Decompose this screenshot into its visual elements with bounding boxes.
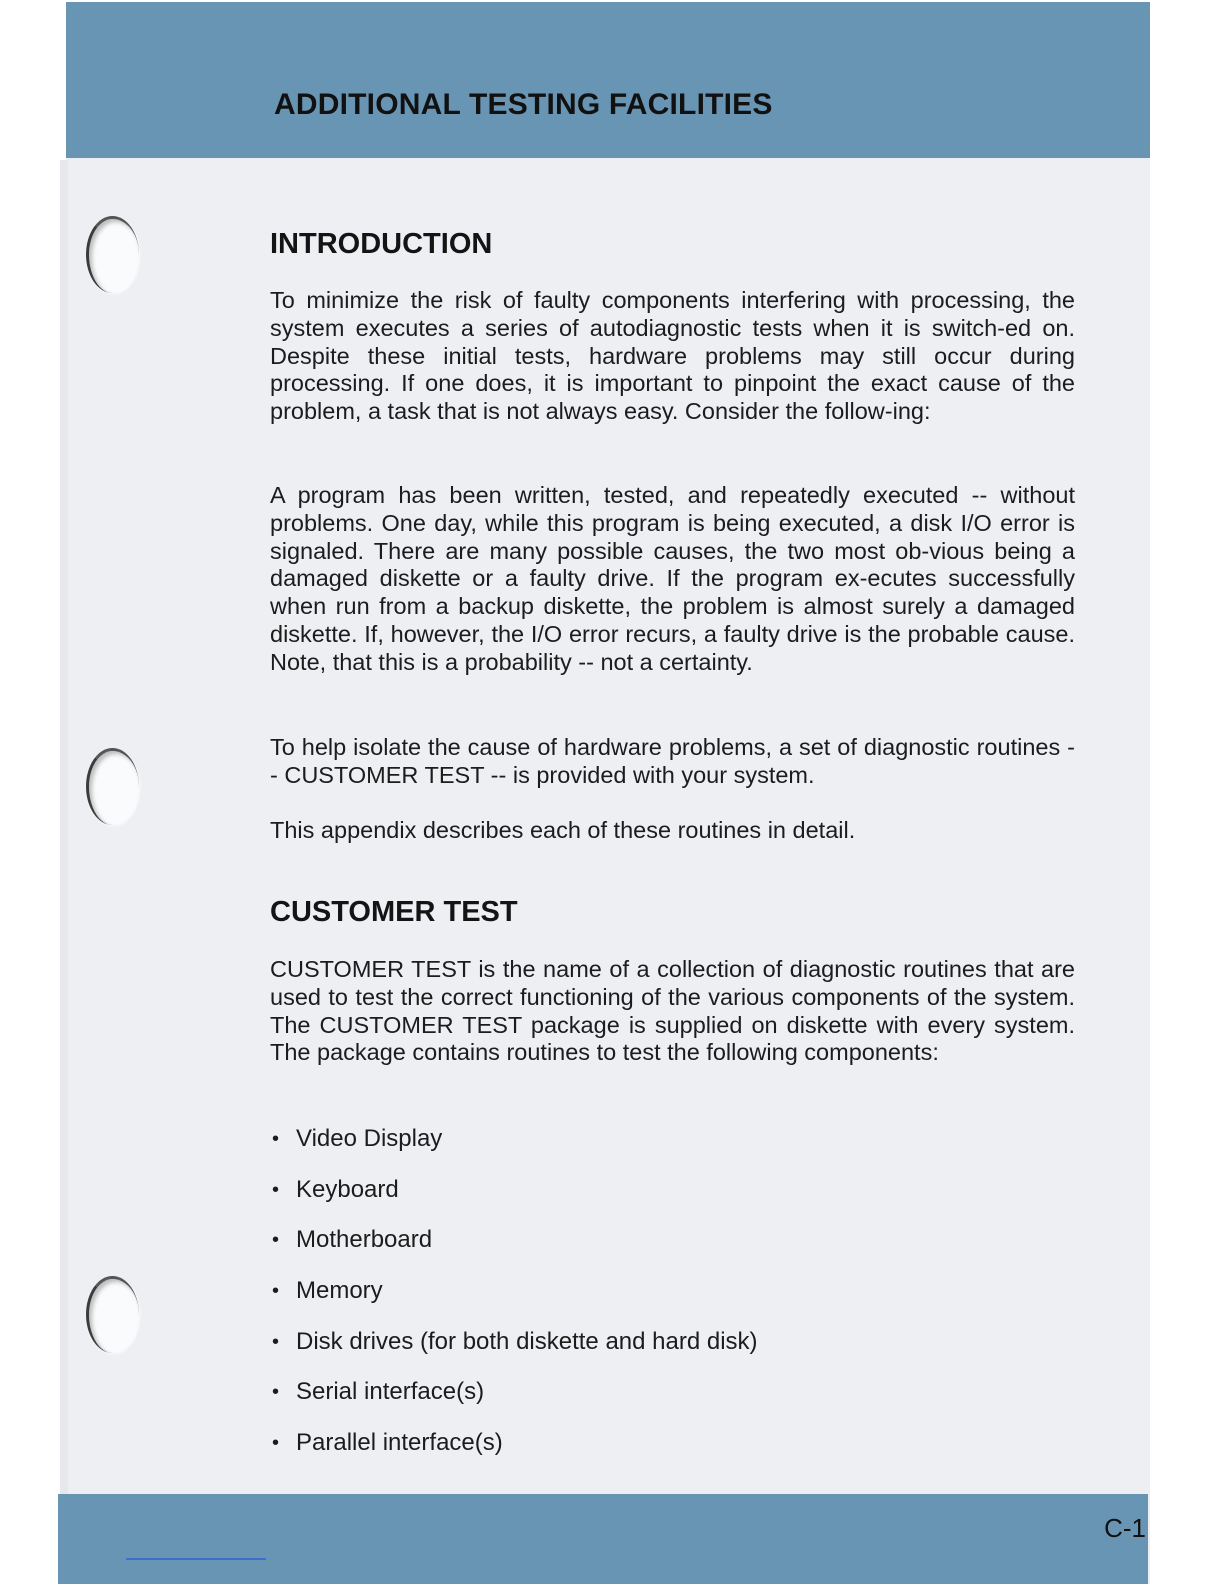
binder-hole-bottom <box>86 1276 139 1353</box>
list-item-label: Video Display <box>296 1125 443 1152</box>
section-heading-introduction: INTRODUCTION <box>270 228 493 260</box>
list-item <box>272 1223 758 1274</box>
page-edge-shadow <box>60 160 68 1584</box>
list-item-label: Disk drives (for both diskette and hard disk) <box>296 1327 758 1355</box>
list-item <box>272 1122 758 1173</box>
section-heading-customer-test: CUSTOMER TEST <box>270 896 518 928</box>
list-item-label: Motherboard <box>296 1226 433 1254</box>
header-band <box>66 2 1150 158</box>
chapter-title: ADDITIONAL TESTING FACILITIES <box>274 88 773 121</box>
binder-hole-top <box>86 216 139 293</box>
bullet-icon: • <box>272 1128 280 1150</box>
component-list <box>272 1122 758 1477</box>
list-item-label: Memory <box>296 1277 383 1305</box>
list-item-label: Parallel interface(s) <box>296 1429 503 1457</box>
bullet-icon: • <box>272 1330 280 1353</box>
bullet-icon: • <box>272 1381 280 1404</box>
list-item <box>272 1375 758 1426</box>
footer-band <box>58 1494 1148 1584</box>
binder-hole-middle <box>86 748 139 825</box>
customer-test-paragraph: CUSTOMER TEST is the name of a collection of diagnostic routines that are used to test the correct functioning of the various components of the system. The CUSTOMER TEST package is supplied on diskette with every system. The package contains routines to test the following components: <box>270 956 1075 1066</box>
intro-paragraph-2: A program has been written, tested, and repeatedly executed -- without problems. One day, while this program is being executed, a disk I/O error is signaled. There are many possible causes, the two most ob-vious being a damaged diskette or a faulty drive. If the program ex-ecutes successfully when run from a backup diskette, the problem is almost surely a damaged diskette. If, however, the I/O error recurs, a faulty drive is the probable cause. Note, that this is a probability -- not a certainty. <box>270 482 1075 675</box>
list-item-label: Keyboard <box>296 1175 399 1203</box>
list-item-label: Serial interface(s) <box>296 1378 485 1406</box>
intro-paragraph-1: To minimize the risk of faulty components interfering with processing, the system executes a series of autodiagnostic tests when it is switch-ed on. Despite these initial tests, hardware problems may still occur during processing. If one does, it is important to pinpoint the exact cause of the problem, a task that is not always easy. Consider the follow-ing: <box>270 287 1075 425</box>
footer-rule <box>126 1558 266 1560</box>
list-item <box>272 1274 758 1325</box>
intro-paragraph-3: To help isolate the cause of hardware problems, a set of diagnostic routines -- CUSTOMER TEST -- is provided with your system. <box>270 734 1075 788</box>
list-item <box>272 1325 758 1376</box>
bullet-icon: • <box>272 1229 280 1252</box>
list-item <box>272 1426 758 1477</box>
bullet-icon: • <box>272 1432 280 1455</box>
page-number: C-1 <box>1104 1513 1146 1543</box>
list-item <box>272 1173 758 1224</box>
bullet-icon: • <box>272 1178 280 1201</box>
intro-paragraph-4: This appendix describes each of these routines in detail. <box>270 817 856 843</box>
bullet-icon: • <box>272 1280 280 1303</box>
